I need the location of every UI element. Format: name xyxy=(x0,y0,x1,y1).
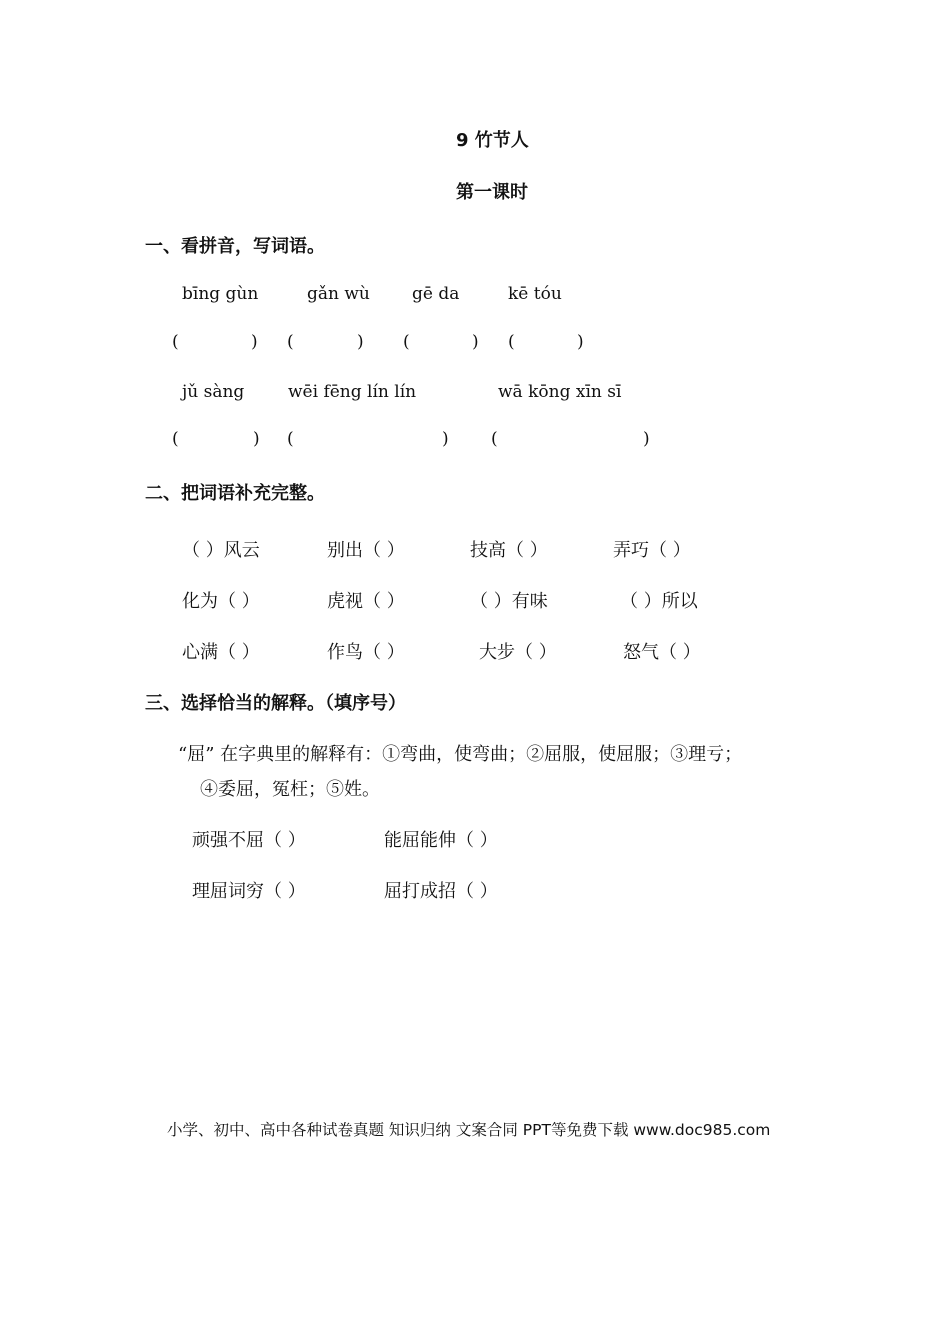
answer-paren: ) xyxy=(357,332,364,352)
answer-paren: ) xyxy=(577,332,584,352)
choice-item: 能屈能伸（ ） xyxy=(384,830,498,851)
answer-paren: ( xyxy=(172,429,179,449)
idiom-blank: 作鸟（ ） xyxy=(327,642,405,663)
choice-item: 屈打成招（ ） xyxy=(384,881,498,902)
choice-item: 顽强不屈（ ） xyxy=(192,830,306,851)
idiom-blank: （ ）风云 xyxy=(182,540,260,561)
answer-paren: ) xyxy=(643,429,650,449)
page-title: 9 竹节人 xyxy=(456,130,529,151)
pinyin-item: gǎn wù xyxy=(307,284,370,304)
section1-heading: 一、看拼音，写词语。 xyxy=(145,236,325,257)
choice-item: 理屈词穷（ ） xyxy=(192,881,306,902)
answer-paren: ) xyxy=(251,332,258,352)
definition-text: ④委屈，冤枉；⑤姓。 xyxy=(200,779,380,800)
idiom-blank: 别出（ ） xyxy=(327,540,405,561)
pinyin-item: gē da xyxy=(412,284,460,304)
page-subtitle: 第一课时 xyxy=(456,182,528,203)
pinyin-item: jǔ sàng xyxy=(182,382,245,402)
answer-paren: ( xyxy=(172,332,179,352)
answer-paren: ( xyxy=(403,332,410,352)
idiom-blank: （ ）所以 xyxy=(620,591,698,612)
idiom-blank: 化为（ ） xyxy=(182,591,260,612)
pinyin-item: kē tóu xyxy=(508,284,562,304)
answer-paren: ( xyxy=(287,332,294,352)
idiom-blank: 怒气（ ） xyxy=(623,642,701,663)
idiom-blank: 弄巧（ ） xyxy=(613,540,691,561)
pinyin-item: wā kōng xīn sī xyxy=(498,382,622,402)
pinyin-item: bīng gùn xyxy=(182,284,259,304)
answer-paren: ( xyxy=(287,429,294,449)
idiom-blank: 虎视（ ） xyxy=(327,591,405,612)
footer-text: 小学、初中、高中各种试卷真题 知识归纳 文案合同 PPT等免费下载 www.doc985.com xyxy=(167,1121,771,1139)
idiom-blank: 大步（ ） xyxy=(479,642,557,663)
idiom-blank: 心满（ ） xyxy=(182,642,260,663)
section2-heading: 二、把词语补充完整。 xyxy=(145,483,325,504)
answer-paren: ) xyxy=(442,429,449,449)
pinyin-item: wēi fēng lín lín xyxy=(288,382,417,402)
answer-paren: ) xyxy=(253,429,260,449)
answer-paren: ( xyxy=(508,332,515,352)
idiom-blank: （ ）有味 xyxy=(470,591,548,612)
answer-paren: ) xyxy=(472,332,479,352)
idiom-blank: 技高（ ） xyxy=(470,540,548,561)
section3-heading: 三、选择恰当的解释。（填序号） xyxy=(145,693,406,714)
answer-paren: ( xyxy=(491,429,498,449)
definition-text: “屈” 在字典里的解释有：①弯曲，使弯曲；②屈服，使屈服；③理亏； xyxy=(178,744,743,765)
